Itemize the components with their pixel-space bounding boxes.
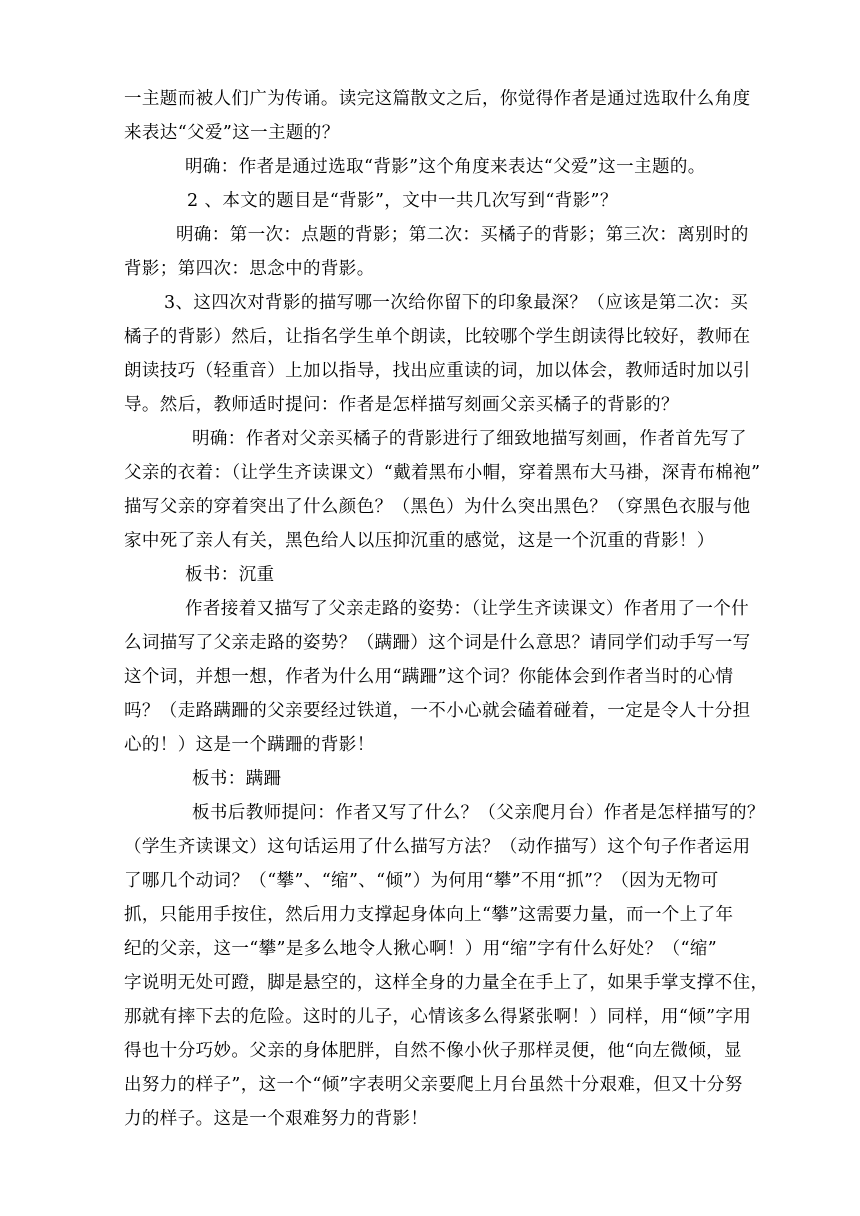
- text-line: 朗读技巧（轻重音）上加以指导，找出应重读的词，加以体会，教师适时加以引: [124, 361, 751, 381]
- board-note: 板书：沉重: [185, 565, 275, 585]
- text-line: （学生齐读课文）这句话运用了什么描写方法？（动作描写）这个句子作者运用: [124, 837, 751, 857]
- text-line: 力的样子。这是一个艰难努力的背影！: [124, 1109, 429, 1129]
- text-line: 字说明无处可蹬，脚是悬空的，这样全身的力量全在手上了，如果手掌支撑不住，: [124, 973, 769, 993]
- text-line: 那就有摔下去的危险。这时的儿子，心情该多么得紧张啊！）同样，用“倾”字用: [124, 1007, 752, 1027]
- text-line: 心的！）这是一个蹒跚的背影！: [124, 735, 375, 755]
- text-line: 明确：作者对父亲买橘子的背影进行了细致地描写刻画，作者首先写了: [192, 429, 747, 449]
- text-line: 橘子的背影）然后，让指名学生单个朗读，比较哪个学生朗读得比较好，教师在: [124, 327, 751, 347]
- text-line: 这个词，并想一想，作者为什么用“蹒跚”这个词？你能体会到作者当时的心情: [124, 667, 734, 687]
- text-line: 家中死了亲人有关，黑色给人以压抑沉重的感觉，这是一个沉重的背影！）: [124, 531, 715, 551]
- text-line: 抓，只能用手按住，然后用力支撑起身体向上“攀”这需要力量，而一个上了年: [124, 905, 734, 925]
- text-line: 背影；第四次：思念中的背影。: [124, 259, 375, 279]
- text-line: 板书后教师提问：作者又写了什么？（父亲爬月台）作者是怎样描写的？: [192, 803, 765, 823]
- text-line: 一主题而被人们广为传诵。读完这篇散文之后，你觉得作者是通过选取什么角度: [124, 89, 751, 109]
- text-line: 作者接着又描写了父亲走路的姿势：（让学生齐读课文）作者用了一个什: [185, 599, 750, 619]
- text-line: 父亲的衣着：（让学生齐读课文）“戴着黑布小帽，穿着黑布大马褂，深青布棉袍”: [124, 463, 761, 483]
- text-line: 么词描写了父亲走路的姿势？（蹒跚）这个词是什么意思？请同学们动手写一写: [124, 633, 751, 653]
- text-line: 来表达“父爱”这一主题的？: [124, 123, 340, 143]
- text-line: 描写父亲的穿着突出了什么颜色？（黑色）为什么突出黑色？（穿黑色衣服与他: [124, 497, 751, 517]
- text-line: 纪的父亲，这一“攀”是多么地令人揪心啊！）用“缩”字有什么好处？（“缩”: [124, 939, 718, 959]
- text-line: 了哪几个动词？（“攀”、“缩”、“倾”）为何用“攀”不用“抓”？（因为无物可: [124, 871, 719, 891]
- text-line: 得也十分巧妙。父亲的身体肥胖，自然不像小伙子那样灵便，他“向左微倾，显: [124, 1041, 742, 1061]
- text-line: 明确：作者是通过选取“背影”这个角度来表达“父爱”这一主题的。: [185, 157, 706, 177]
- text-line: 3、这四次对背影的描写哪一次给你留下的印象最深？（应该是第二次：买: [164, 293, 749, 313]
- text-line: 导。然后，教师适时提问：作者是怎样描写刻画父亲买橘子的背影的？: [124, 395, 679, 415]
- text-line: 出努力的样子”，这一个“倾”字表明父亲要爬上月台虽然十分艰难，但又十分努: [124, 1075, 743, 1095]
- text-line: 吗？（走路蹒跚的父亲要经过铁道，一不小心就会磕着碰着，一定是令人十分担: [124, 701, 751, 721]
- board-note: 板书：蹒跚: [192, 769, 282, 789]
- text-line: 明确：第一次：点题的背影；第二次：买橘子的背影；第三次：离别时的: [176, 225, 749, 245]
- text-line: 2 、本文的题目是“背影”，文中一共几次写到“背影”？: [187, 191, 618, 211]
